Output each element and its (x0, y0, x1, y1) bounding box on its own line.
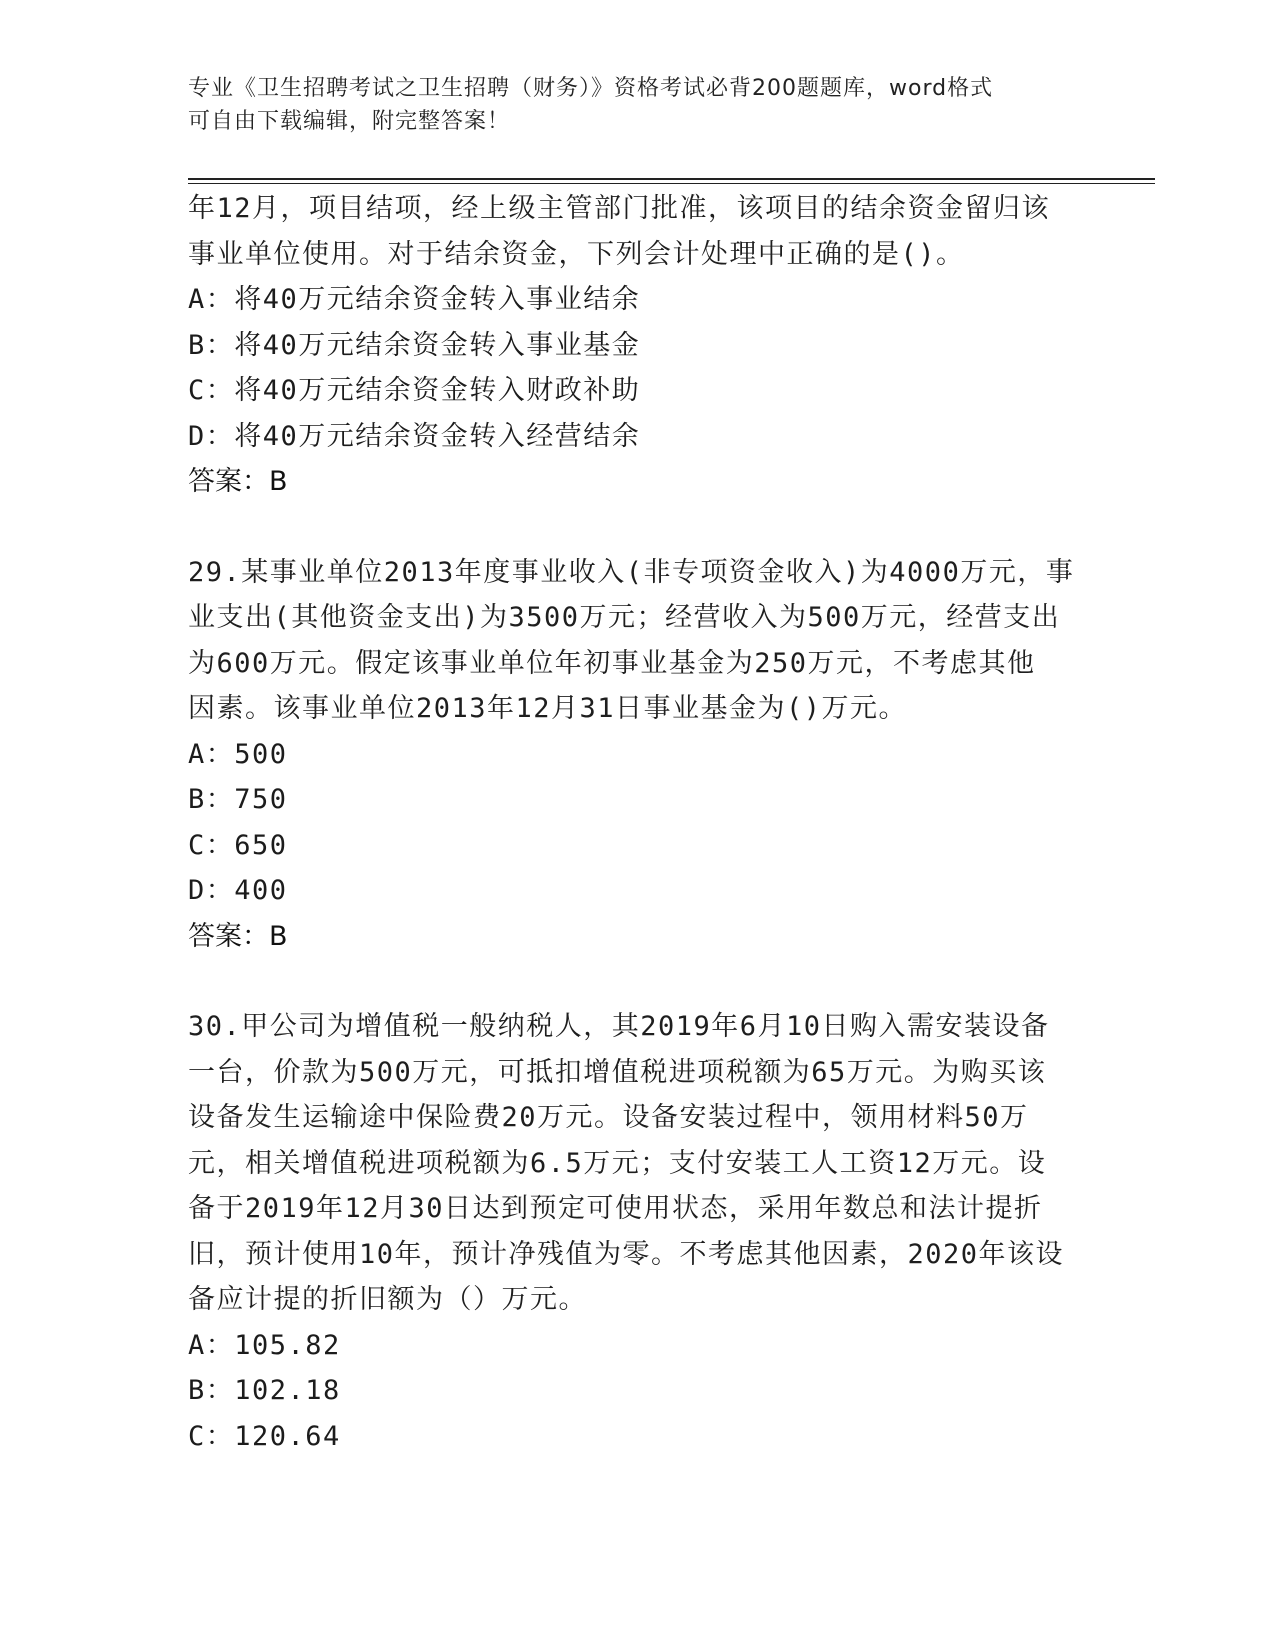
option-c: C：将40万元结余资金转入财政补助 (188, 375, 641, 406)
header-divider-thin (188, 183, 1155, 184)
header-line: 可自由下载编辑，附完整答案！ (188, 109, 511, 134)
question-text-line: 因素。该事业单位2013年12月31日事业基金为()万元。 (188, 693, 908, 724)
question-list (188, 186, 1088, 1459)
question-block (188, 186, 1088, 505)
option-a: A：500 (188, 738, 288, 770)
question-text-line: 业支出(其他资金支出)为3500万元；经营收入为500万元，经营支出 (188, 602, 1061, 633)
question-text-line: 一台，价款为500万元，可抵扣增值税进项税额为65万元。为购买该 (188, 1056, 1047, 1088)
question-text-line: 旧，预计使用10年，预计净残值为零。不考虑其他因素，2020年该设 (188, 1238, 1065, 1270)
question-text-line: 元，相关增值税进项税额为6.5万元；支付安装工人工资12万元。设 (188, 1147, 1047, 1179)
option-c: C：120.64 (188, 1420, 341, 1452)
question-text-line: 事业单位使用。对于结余资金，下列会计处理中正确的是()。 (188, 238, 965, 270)
question-block (188, 550, 1088, 960)
question-block (188, 1004, 1088, 1459)
question-text-line: 为600万元。假定该事业单位年初事业基金为250万元，不考虑其他 (188, 647, 1036, 679)
question-text-line: 设备发生运输途中保险费20万元。设备安装过程中，领用材料50万 (188, 1102, 1029, 1133)
header-divider (188, 178, 1155, 180)
option-d: D：400 (188, 875, 288, 906)
option-b: B：102.18 (188, 1375, 341, 1406)
header-line: 专业《卫生招聘考试之卫生招聘（财务）》资格考试必背200题题库，word格式 (188, 76, 994, 101)
option-c: C：650 (188, 829, 288, 861)
spacer (188, 959, 1088, 1004)
question-text-line: 备于2019年12月30日达到预定可使用状态，采用年数总和法计提折 (188, 1193, 1043, 1224)
option-a: A：105.82 (188, 1329, 341, 1361)
question-text-line: 30.甲公司为增值税一般纳税人，其2019年6月10日购入需安装设备 (188, 1011, 1050, 1042)
answer-line: 答案：B (188, 466, 288, 497)
option-d: D：将40万元结余资金转入经营结余 (188, 420, 641, 452)
page-header (188, 72, 1068, 138)
question-text-line: 29.某事业单位2013年度事业收入(非专项资金收入)为4000万元，事 (188, 556, 1075, 588)
option-b: B：750 (188, 784, 288, 815)
question-text-line: 备应计提的折旧额为（）万元。 (188, 1284, 587, 1315)
option-a: A：将40万元结余资金转入事业结余 (188, 284, 641, 315)
spacer (188, 505, 1088, 550)
option-b: B：将40万元结余资金转入事业基金 (188, 329, 641, 361)
answer-line: 答案：B (188, 920, 288, 952)
question-text-line: 年12月，项目结项，经上级主管部门批准，该项目的结余资金留归该 (188, 193, 1051, 224)
